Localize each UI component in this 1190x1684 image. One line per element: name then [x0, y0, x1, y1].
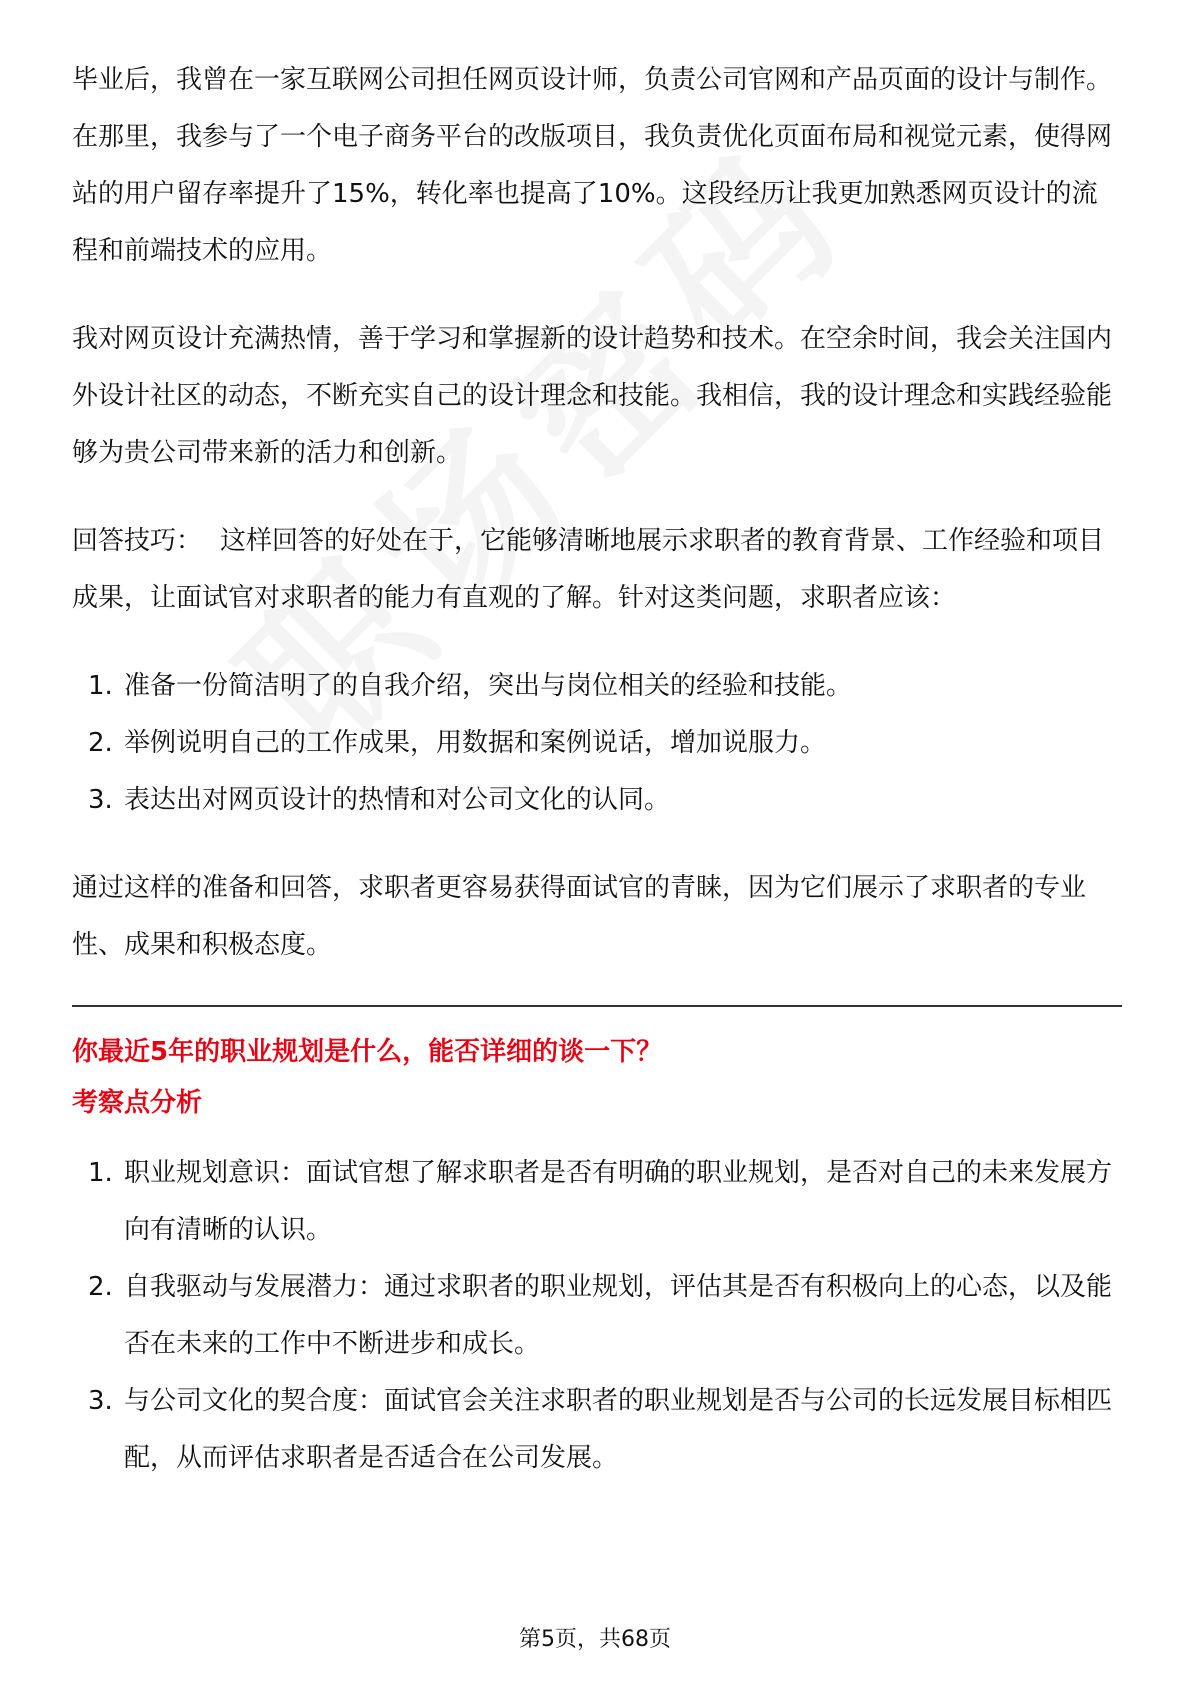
list-item-text: 举例说明自己的工作成果，用数据和案例说话，增加说服力。: [124, 728, 827, 758]
list-item: [72, 715, 1122, 772]
section-divider: [72, 1005, 1122, 1007]
answer-tip-label: 回答技巧：: [72, 526, 203, 556]
paragraph-passion: 我对网页设计充满热情，善于学习和掌握新的设计趋势和技术。在空余时间，我会关注国内外设计社区的动态，不断充实自己的设计理念和技能。我相信，我的设计理念和实践经验能够为贵公司带来新的活力和创新。: [72, 324, 1113, 468]
analysis-heading: 考察点分析: [72, 1088, 203, 1118]
list-item: [72, 658, 1122, 715]
list-item: [72, 772, 1122, 829]
list-item-text: 自我驱动与发展潜力：通过求职者的职业规划，评估其是否有积极向上的心态，以及能否在未来的工作中不断进步和成长。: [124, 1272, 1113, 1359]
list-item: [72, 1373, 1122, 1487]
list-item-number: 2.: [88, 1272, 113, 1302]
list-item: [72, 1259, 1122, 1373]
document-body: [72, 52, 1122, 1518]
list-item: [72, 1145, 1122, 1259]
list-item-text: 表达出对网页设计的热情和对公司文化的认同。: [124, 785, 671, 815]
tips-list: [72, 658, 1122, 829]
list-item-number: 3.: [88, 1386, 113, 1416]
page-number-footer: 第5页，共68页: [519, 1627, 671, 1652]
list-item-number: 1.: [88, 1158, 113, 1188]
list-item-text: 与公司文化的契合度：面试官会关注求职者的职业规划是否与公司的长远发展目标相匹配，从而评估求职者是否适合在公司发展。: [124, 1386, 1113, 1473]
question-heading: 你最近5年的职业规划是什么，能否详细的谈一下？: [72, 1037, 663, 1067]
list-item-number: 2.: [88, 728, 113, 758]
analysis-list: [72, 1145, 1122, 1487]
list-item-number: 3.: [88, 785, 113, 815]
paragraph-experience: 毕业后，我曾在一家互联网公司担任网页设计师，负责公司官网和产品页面的设计与制作。在那里，我参与了一个电子商务平台的改版项目，我负责优化页面布局和视觉元素，使得网站的用户留存率提升了15%，转化率也提高了10%。这段经历让我更加熟悉网页设计的流程和前端技术的应用。: [72, 65, 1113, 266]
list-item-text: 准备一份简洁明了的自我介绍，突出与岗位相关的经验和技能。: [124, 671, 853, 701]
paragraph-conclusion: 通过这样的准备和回答，求职者更容易获得面试官的青睐，因为它们展示了求职者的专业性、成果和积极态度。: [72, 873, 1087, 960]
answer-tip: [72, 513, 1122, 627]
list-item-text: 职业规划意识：面试官想了解求职者是否有明确的职业规划，是否对自己的未来发展方向有清晰的认识。: [124, 1158, 1113, 1245]
list-item-number: 1.: [88, 671, 113, 701]
answer-tip-text: 这样回答的好处在于，它能够清晰地展示求职者的教育背景、工作经验和项目成果，让面试官对求职者的能力有直观的了解。针对这类问题，求职者应该：: [72, 526, 1105, 613]
